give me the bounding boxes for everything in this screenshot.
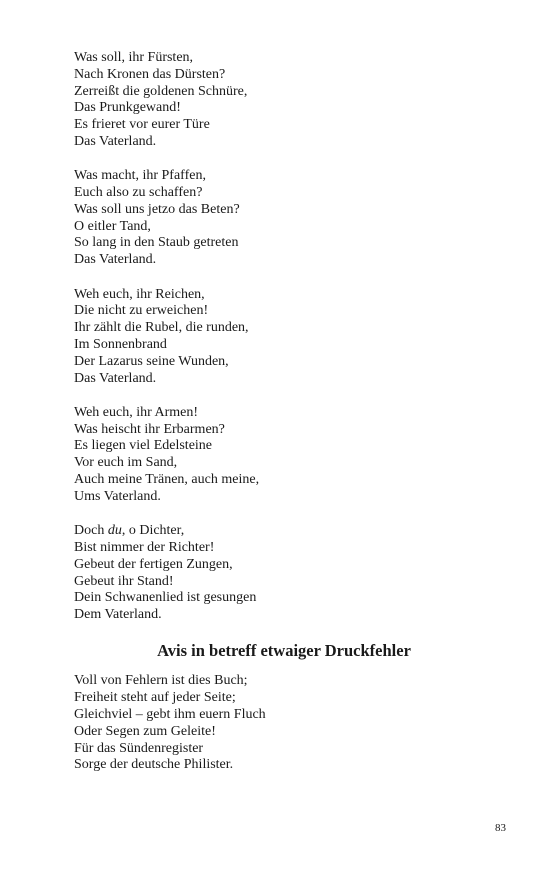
poem-line: Nach Kronen das Dürsten? <box>74 66 226 82</box>
poem-line: Im Sonnenbrand <box>74 336 167 352</box>
poem-line: Für das Sündenregister <box>74 740 204 756</box>
poem-line: O eitler Tand, <box>74 218 151 234</box>
poem-line: Oder Segen zum Geleite! <box>74 723 216 739</box>
stanza-avis <box>74 673 494 774</box>
emphasis-du: du <box>107 523 122 539</box>
poem-line: Gleichviel – gebt ihm euern Fluch <box>74 707 266 722</box>
poem-line: Vor euch im Sand, <box>74 455 178 471</box>
poem-line-end: , o Dichter, <box>121 523 185 539</box>
page-number: 83 <box>495 822 506 834</box>
stanza-5 <box>74 523 494 624</box>
poem-line: Sorge der deutsche Philister. <box>74 757 234 773</box>
poem-line: Gebeut der fertigen Zungen, <box>74 556 233 572</box>
poem-line: Gebeut ihr Stand! <box>74 573 174 589</box>
stanza-3 <box>74 287 494 388</box>
poem-line: Ums Vaterland. <box>74 488 161 504</box>
poem-line: Zerreißt die goldenen Schnüre, <box>74 83 248 99</box>
poem-line: So lang in den Staub getreten <box>74 235 239 251</box>
section-heading: Avis in betreff etwaiger Druckfehler <box>157 641 411 661</box>
poem-line: Auch meine Tränen, auch meine, <box>74 472 260 488</box>
stanza-1 <box>74 50 494 151</box>
poem-line: Voll von Fehlern ist dies Buch; <box>74 673 248 689</box>
poem-line: Weh euch, ihr Armen! <box>74 404 199 420</box>
poem-line: Weh euch, ihr Reichen, <box>74 286 205 302</box>
poem-line <box>74 523 494 540</box>
poem-line: Es liegen viel Edelsteine <box>74 438 213 454</box>
stanza-4 <box>74 405 494 506</box>
poem-line: Dein Schwanenlied ist gesungen <box>74 590 257 606</box>
poem-line: Was soll, ihr Fürsten, <box>74 50 194 65</box>
poem-line: Die nicht zu erweichen! <box>74 303 209 319</box>
poem-line: Das Vaterland. <box>74 133 157 149</box>
poem-line: Euch also zu schaffen? <box>74 185 203 201</box>
poem-line: Was macht, ihr Pfaffen, <box>74 168 206 184</box>
poem-line-start: Doch <box>74 523 108 539</box>
poem-line: Ihr zählt die Rubel, die runden, <box>74 320 249 336</box>
poem-line: Dem Vaterland. <box>74 607 162 623</box>
poem-line: Bist nimmer der Richter! <box>74 539 215 555</box>
page-content <box>74 50 494 792</box>
poem-line: Das Prunkgewand! <box>74 100 181 116</box>
poem-line: Was heischt ihr Erbarmen? <box>74 421 225 437</box>
poem-line: Was soll uns jetzo das Beten? <box>74 201 240 217</box>
poem-line: Freiheit steht auf jeder Seite; <box>74 690 236 706</box>
poem-line: Es frieret vor eurer Türe <box>74 117 210 133</box>
poem-line: Das Vaterland. <box>74 370 157 386</box>
stanza-2 <box>74 168 494 269</box>
poem-line: Der Lazarus seine Wunden, <box>74 353 229 369</box>
poem-line: Das Vaterland. <box>74 252 157 268</box>
